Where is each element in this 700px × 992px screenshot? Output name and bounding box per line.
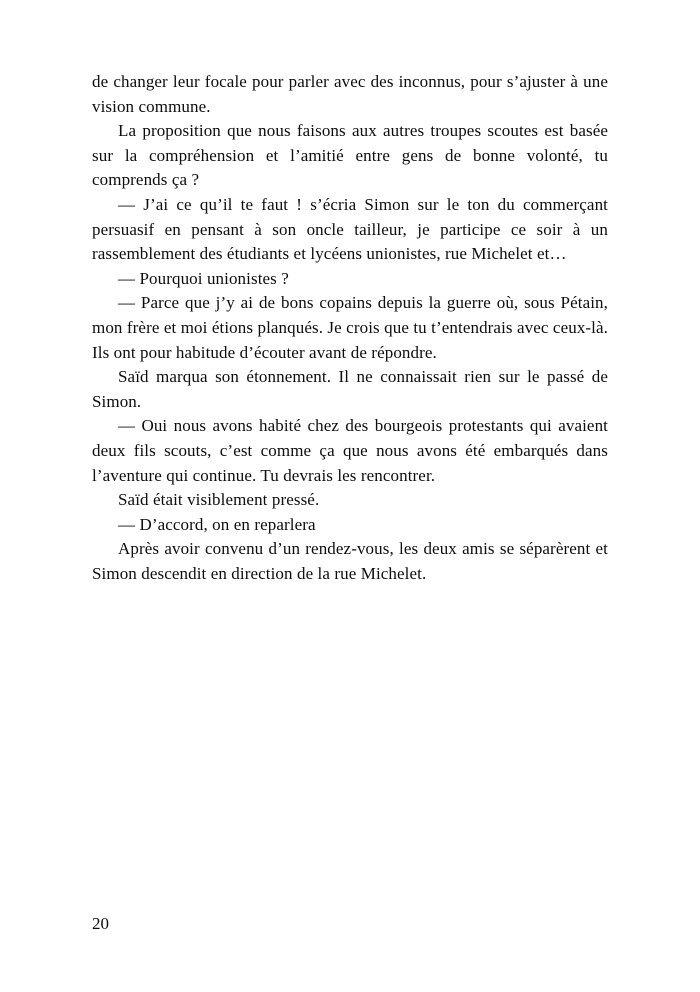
paragraph: — J’ai ce qu’il te faut ! s’écria Simon sur le ton du commerçant persuasif en pensant à son oncle tailleur, je participe ce soir à un rassemblement des étudiants et lycéens unionistes, rue Michelet et…	[92, 194, 608, 264]
paragraph: — Parce que j’y ai de bons copains depuis la guerre où, sous Pétain, mon frère et moi étions planqués. Je crois que tu t’entendrais avec ceux-là. Ils ont pour habitude d’écouter avant de répondre.	[92, 293, 608, 362]
paragraph: — Oui nous avons habité chez des bourgeois protestants qui avaient deux fils scouts, c’est comme ça que nous avons été embarqués dans l’aventure qui continue. Tu devrais les rencontrer.	[92, 416, 608, 485]
page-number: 20	[92, 914, 109, 933]
paragraph: — Pourquoi unionistes ?	[118, 268, 289, 288]
paragraph: Saïd était visiblement pressé.	[118, 490, 320, 510]
paragraph: La proposition que nous faisons aux autres troupes scoutes est basée sur la compréhension et l’amitié entre gens de bonne volonté, tu comprends ça ?	[92, 121, 608, 190]
paragraph: de changer leur focale pour parler avec des inconnus, pour s’ajuster à une vision commune.	[92, 72, 608, 116]
body-text	[92, 70, 608, 586]
paragraph: Après avoir convenu d’un rendez-vous, les deux amis se séparèrent et Simon descendit en direction de la rue Michelet.	[92, 539, 608, 583]
paragraph: — D’accord, on en reparlera	[118, 514, 316, 534]
paragraph: Saïd marqua son étonnement. Il ne connaissait rien sur le passé de Simon.	[92, 367, 608, 411]
